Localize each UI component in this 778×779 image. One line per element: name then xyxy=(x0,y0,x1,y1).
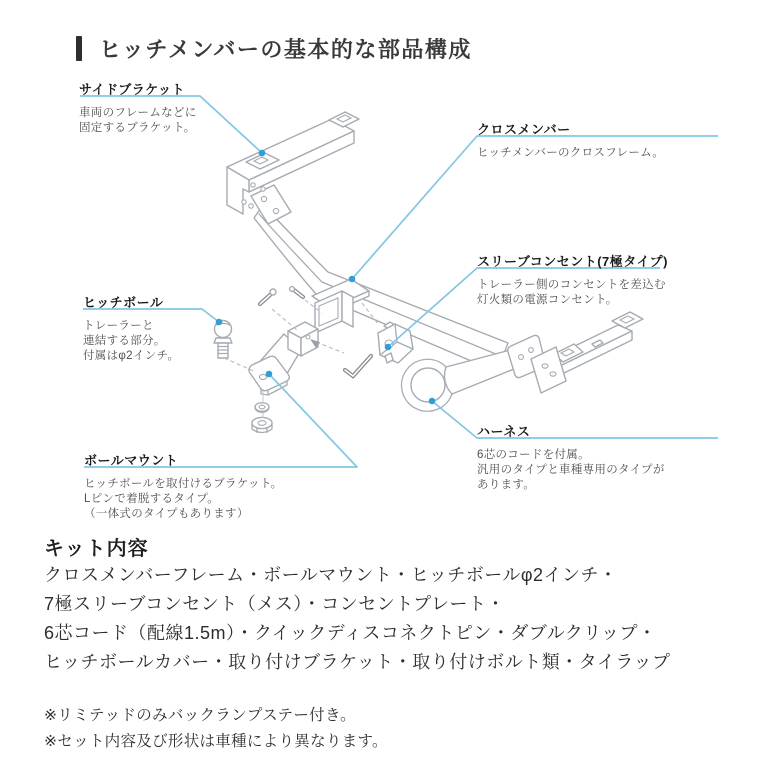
label-harness-desc: 6芯のコードを付属。 xyxy=(477,449,590,461)
label-ball-mount-title: ボールマウント xyxy=(84,453,179,468)
footnote: ※リミテッドのみバックランプステー付き。 xyxy=(44,707,356,724)
assembly-guides xyxy=(224,300,379,418)
page-title: ヒッチメンバーの基本的な部品構成 xyxy=(99,37,472,62)
label-side-bracket-desc: 固定するブラケット。 xyxy=(79,122,196,134)
label-hitch-ball-desc: トレーラーと xyxy=(83,320,154,332)
washer-drawing xyxy=(255,403,269,413)
side-bracket-drawing xyxy=(227,112,359,214)
label-side-bracket-title: サイドブラケット xyxy=(79,82,186,97)
right-side-bracket-drawing xyxy=(531,312,643,393)
ball-mount-drawing xyxy=(249,322,318,395)
label-harness xyxy=(477,421,665,493)
kit-contents-list xyxy=(44,561,670,677)
label-sleeve-outlet xyxy=(477,251,668,308)
label-side-bracket xyxy=(79,79,197,136)
clip-pin-drawing xyxy=(260,287,303,304)
label-cross-member xyxy=(477,119,664,161)
nut-drawing xyxy=(252,417,272,432)
label-harness-desc: 汎用のタイプと車種専用のタイプが xyxy=(477,464,665,476)
l-pin-drawing xyxy=(345,356,371,376)
label-hitch-ball xyxy=(83,292,179,364)
label-sleeve-outlet-desc: トレーラー側のコンセントを差込む xyxy=(477,279,666,291)
label-hitch-ball-title: ヒッチボール xyxy=(83,295,164,310)
kit-contents-title: キット内容 xyxy=(44,538,149,560)
label-ball-mount-desc: ヒッチボールを取付けるブラケット。 xyxy=(84,478,283,490)
hitch-ball-drawing xyxy=(214,321,232,359)
kit-line: クロスメンバーフレーム・ボールマウント・ヒッチボールφ2インチ・ xyxy=(44,565,618,585)
harness-drawing xyxy=(402,349,520,411)
label-hitch-ball-desc: 付属はφ2インチ。 xyxy=(83,350,180,362)
footnotes xyxy=(44,703,388,755)
label-ball-mount-desc: （一体式のタイプもあります） xyxy=(84,508,249,520)
footnote: ※セット内容及び形状は車種により異なります。 xyxy=(44,733,388,750)
kit-line: ヒッチボールカバー・取り付けブラケット・取り付けボルト類・タイラップ xyxy=(44,652,671,672)
label-harness-title: ハーネス xyxy=(477,424,531,439)
kit-line: 6芯コード（配線1.5m）・クイックディスコネクトピン・ダブルクリップ・ xyxy=(44,623,657,643)
label-cross-member-desc: ヒッチメンバーのクロスフレーム。 xyxy=(477,147,665,159)
label-cross-member-title: クロスメンバー xyxy=(477,122,571,137)
label-side-bracket-desc: 車両のフレームなどに xyxy=(79,107,197,119)
label-sleeve-outlet-title: スリーブコンセント(7極タイプ) xyxy=(477,254,668,269)
label-sleeve-outlet-desc: 灯火類の電源コンセント。 xyxy=(477,294,618,306)
kit-line: 7極スリーブコンセント（メス）・コンセントプレート・ xyxy=(44,594,505,614)
label-harness-desc: あります。 xyxy=(477,479,536,491)
label-hitch-ball-desc: 連結する部分。 xyxy=(83,335,166,347)
label-ball-mount-desc: Lピンで着脱するタイプ。 xyxy=(84,493,219,505)
label-ball-mount xyxy=(84,450,282,522)
